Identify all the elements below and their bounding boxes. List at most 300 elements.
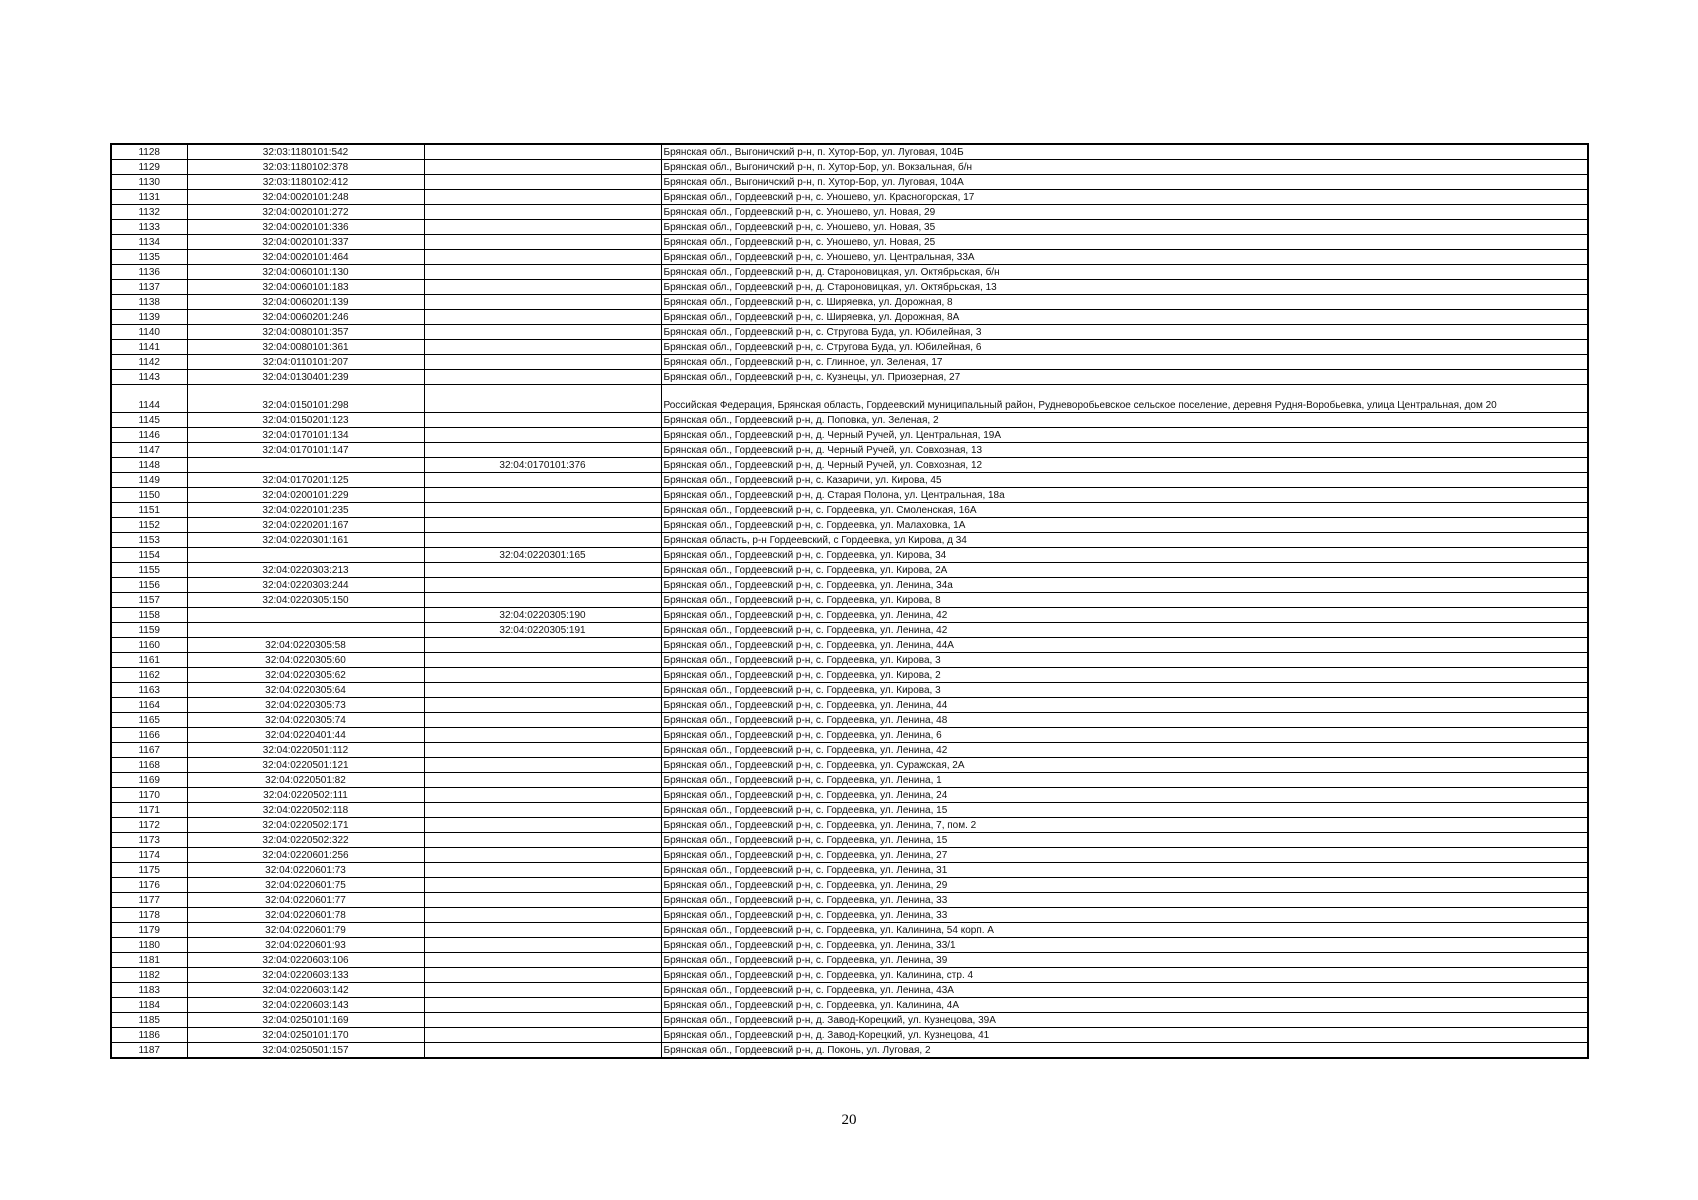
address-cell: Брянская обл., Гордеевский р-н, с. Гордеевка, ул. Ленина, 7, пом. 2 xyxy=(661,818,1588,833)
cadastral-number-alt-cell xyxy=(424,758,661,773)
address-cell: Брянская обл., Гордеевский р-н, д. Черный Ручей, ул. Совхозная, 13 xyxy=(661,443,1588,458)
table-row xyxy=(111,265,1588,280)
row-number-cell: 1130 xyxy=(111,175,187,190)
row-number-cell: 1160 xyxy=(111,638,187,653)
table-row xyxy=(111,503,1588,518)
cadastral-number-cell: 32:04:0170101:147 xyxy=(187,443,424,458)
cadastral-number-alt-cell xyxy=(424,443,661,458)
table-row xyxy=(111,280,1588,295)
table-row xyxy=(111,698,1588,713)
row-number-cell: 1129 xyxy=(111,160,187,175)
address-cell: Брянская обл., Гордеевский р-н, с. Гордеевка, ул. Ленина, 42 xyxy=(661,608,1588,623)
row-number-cell: 1183 xyxy=(111,983,187,998)
registry-table-body xyxy=(111,144,1588,1058)
cadastral-number-alt-cell xyxy=(424,235,661,250)
row-number-cell: 1179 xyxy=(111,923,187,938)
address-cell: Брянская обл., Гордеевский р-н, д. Завод-Корецкий, ул. Кузнецова, 39А xyxy=(661,1013,1588,1028)
row-number-cell: 1158 xyxy=(111,608,187,623)
table-row xyxy=(111,1043,1588,1059)
row-number-cell: 1159 xyxy=(111,623,187,638)
cadastral-number-alt-cell xyxy=(424,833,661,848)
cadastral-number-alt-cell xyxy=(424,803,661,818)
address-cell: Брянская обл., Гордеевский р-н, с. Гордеевка, ул. Кирова, 2А xyxy=(661,563,1588,578)
table-row xyxy=(111,893,1588,908)
row-number-cell: 1170 xyxy=(111,788,187,803)
table-row xyxy=(111,743,1588,758)
row-number-cell: 1155 xyxy=(111,563,187,578)
cadastral-number-cell: 32:04:0130401:239 xyxy=(187,370,424,385)
cadastral-number-alt-cell xyxy=(424,773,661,788)
table-row xyxy=(111,803,1588,818)
row-number-cell: 1187 xyxy=(111,1043,187,1059)
cadastral-number-alt-cell xyxy=(424,428,661,443)
address-cell: Брянская обл., Гордеевский р-н, с. Гордеевка, ул. Кирова, 34 xyxy=(661,548,1588,563)
table-row xyxy=(111,428,1588,443)
cadastral-number-alt-cell xyxy=(424,295,661,310)
cadastral-number-cell: 32:04:0020101:248 xyxy=(187,190,424,205)
address-cell: Брянская обл., Гордеевский р-н, с. Ширяевка, ул. Дорожная, 8А xyxy=(661,310,1588,325)
cadastral-number-alt-cell xyxy=(424,668,661,683)
cadastral-number-cell: 32:04:0220101:235 xyxy=(187,503,424,518)
table-row xyxy=(111,325,1588,340)
row-number-cell: 1178 xyxy=(111,908,187,923)
cadastral-number-alt-cell xyxy=(424,175,661,190)
cadastral-number-alt-cell xyxy=(424,578,661,593)
address-cell: Брянская обл., Гордеевский р-н, с. Гордеевка, ул. Кирова, 2 xyxy=(661,668,1588,683)
address-cell: Брянская обл., Гордеевский р-н, с. Гордеевка, ул. Кирова, 8 xyxy=(661,593,1588,608)
table-row xyxy=(111,788,1588,803)
page-number: 20 xyxy=(841,1112,857,1128)
cadastral-number-cell: 32:04:0220603:133 xyxy=(187,968,424,983)
table-row xyxy=(111,728,1588,743)
row-number-cell: 1185 xyxy=(111,1013,187,1028)
cadastral-number-alt-cell xyxy=(424,683,661,698)
cadastral-number-alt-cell xyxy=(424,160,661,175)
cadastral-number-alt-cell xyxy=(424,280,661,295)
table-row xyxy=(111,533,1588,548)
address-cell: Брянская обл., Гордеевский р-н, с. Гордеевка, ул. Ленина, 27 xyxy=(661,848,1588,863)
row-number-cell: 1169 xyxy=(111,773,187,788)
address-cell: Брянская обл., Гордеевский р-н, с. Гордеевка, ул. Ленина, 31 xyxy=(661,863,1588,878)
cadastral-number-cell: 32:04:0060201:246 xyxy=(187,310,424,325)
cadastral-number-cell: 32:04:0250101:169 xyxy=(187,1013,424,1028)
cadastral-number-cell: 32:04:0060201:139 xyxy=(187,295,424,310)
address-cell: Брянская обл., Гордеевский р-н, с. Гордеевка, ул. Кирова, 3 xyxy=(661,683,1588,698)
row-number-cell: 1139 xyxy=(111,310,187,325)
address-cell: Брянская обл., Гордеевский р-н, д. Поконь, ул. Луговая, 2 xyxy=(661,1043,1588,1059)
registry-table xyxy=(110,143,1589,1059)
row-number-cell: 1136 xyxy=(111,265,187,280)
table-row xyxy=(111,608,1588,623)
cadastral-number-cell xyxy=(187,623,424,638)
row-number-cell: 1182 xyxy=(111,968,187,983)
cadastral-number-alt-cell xyxy=(424,713,661,728)
cadastral-number-cell xyxy=(187,458,424,473)
table-row xyxy=(111,518,1588,533)
row-number-cell: 1154 xyxy=(111,548,187,563)
cadastral-number-alt-cell xyxy=(424,1013,661,1028)
cadastral-number-alt-cell xyxy=(424,743,661,758)
cadastral-number-cell: 32:04:0220502:171 xyxy=(187,818,424,833)
cadastral-number-cell: 32:04:0200101:229 xyxy=(187,488,424,503)
cadastral-number-cell xyxy=(187,608,424,623)
table-row xyxy=(111,623,1588,638)
table-row xyxy=(111,160,1588,175)
table-row xyxy=(111,908,1588,923)
table-row xyxy=(111,668,1588,683)
row-number-cell: 1145 xyxy=(111,413,187,428)
table-row xyxy=(111,593,1588,608)
table-row xyxy=(111,355,1588,370)
address-cell: Брянская обл., Гордеевский р-н, д. Черный Ручей, ул. Совхозная, 12 xyxy=(661,458,1588,473)
row-number-cell: 1174 xyxy=(111,848,187,863)
address-cell: Российская Федерация, Брянская область, Гордеевский муниципальный район, Рудневоробьевское сельское поселение, деревня Рудня-Воробьевка, улица Центральная, дом 20 xyxy=(661,385,1588,413)
cadastral-number-cell: 32:04:0060101:183 xyxy=(187,280,424,295)
table-row xyxy=(111,458,1588,473)
row-number-cell: 1141 xyxy=(111,340,187,355)
address-cell: Брянская обл., Выгоничский р-н, п. Хутор-Бор, ул. Луговая, 104А xyxy=(661,175,1588,190)
row-number-cell: 1138 xyxy=(111,295,187,310)
table-row xyxy=(111,848,1588,863)
table-row xyxy=(111,235,1588,250)
address-cell: Брянская обл., Гордеевский р-н, с. Уношево, ул. Центральная, 33А xyxy=(661,250,1588,265)
cadastral-number-cell: 32:03:1180102:378 xyxy=(187,160,424,175)
address-cell: Брянская обл., Гордеевский р-н, с. Гордеевка, ул. Ленина, 34а xyxy=(661,578,1588,593)
row-number-cell: 1167 xyxy=(111,743,187,758)
cadastral-number-cell: 32:04:0220601:93 xyxy=(187,938,424,953)
cadastral-number-cell: 32:04:0220601:79 xyxy=(187,923,424,938)
row-number-cell: 1153 xyxy=(111,533,187,548)
cadastral-number-alt-cell xyxy=(424,848,661,863)
cadastral-number-cell: 32:04:0060101:130 xyxy=(187,265,424,280)
address-cell: Брянская обл., Гордеевский р-н, с. Глинное, ул. Зеленая, 17 xyxy=(661,355,1588,370)
cadastral-number-cell: 32:04:0220305:62 xyxy=(187,668,424,683)
cadastral-number-cell: 32:04:0220305:64 xyxy=(187,683,424,698)
cadastral-number-alt-cell xyxy=(424,205,661,220)
cadastral-number-alt-cell xyxy=(424,1043,661,1059)
address-cell: Брянская обл., Гордеевский р-н, с. Гордеевка, ул. Малаховка, 1А xyxy=(661,518,1588,533)
table-row xyxy=(111,473,1588,488)
address-cell: Брянская обл., Гордеевский р-н, д. Старая Полона, ул. Центральная, 18а xyxy=(661,488,1588,503)
address-cell: Брянская обл., Гордеевский р-н, с. Гордеевка, ул. Ленина, 24 xyxy=(661,788,1588,803)
cadastral-number-alt-cell xyxy=(424,593,661,608)
row-number-cell: 1144 xyxy=(111,385,187,413)
table-row xyxy=(111,653,1588,668)
cadastral-number-alt-cell xyxy=(424,144,661,160)
row-number-cell: 1180 xyxy=(111,938,187,953)
address-cell: Брянская обл., Гордеевский р-н, с. Гордеевка, ул. Ленина, 6 xyxy=(661,728,1588,743)
address-cell: Брянская обл., Гордеевский р-н, с. Гордеевка, ул. Смоленская, 16А xyxy=(661,503,1588,518)
address-cell: Брянская обл., Гордеевский р-н, с. Гордеевка, ул. Ленина, 33 xyxy=(661,908,1588,923)
table-row xyxy=(111,385,1588,413)
row-number-cell: 1184 xyxy=(111,998,187,1013)
cadastral-number-alt-cell xyxy=(424,518,661,533)
cadastral-number-alt-cell xyxy=(424,968,661,983)
cadastral-number-alt-cell xyxy=(424,488,661,503)
cadastral-number-cell: 32:04:0150201:123 xyxy=(187,413,424,428)
cadastral-number-cell: 32:04:0220601:78 xyxy=(187,908,424,923)
cadastral-number-alt-cell xyxy=(424,728,661,743)
cadastral-number-cell: 32:04:0220303:244 xyxy=(187,578,424,593)
cadastral-number-cell: 32:04:0220305:58 xyxy=(187,638,424,653)
table-row xyxy=(111,563,1588,578)
address-cell: Брянская обл., Гордеевский р-н, с. Кузнецы, ул. Приозерная, 27 xyxy=(661,370,1588,385)
address-cell: Брянская обл., Гордеевский р-н, с. Стругова Буда, ул. Юбилейная, 3 xyxy=(661,325,1588,340)
table-row xyxy=(111,863,1588,878)
cadastral-number-alt-cell xyxy=(424,908,661,923)
cadastral-number-alt-cell xyxy=(424,653,661,668)
table-row xyxy=(111,923,1588,938)
cadastral-number-cell: 32:04:0020101:464 xyxy=(187,250,424,265)
cadastral-number-cell: 32:04:0150101:298 xyxy=(187,385,424,413)
cadastral-number-alt-cell: 32:04:0170101:376 xyxy=(424,458,661,473)
row-number-cell: 1128 xyxy=(111,144,187,160)
row-number-cell: 1177 xyxy=(111,893,187,908)
row-number-cell: 1173 xyxy=(111,833,187,848)
table-row xyxy=(111,310,1588,325)
address-cell: Брянская обл., Гордеевский р-н, д. Черный Ручей, ул. Центральная, 19А xyxy=(661,428,1588,443)
table-row xyxy=(111,998,1588,1013)
cadastral-number-alt-cell xyxy=(424,340,661,355)
table-row xyxy=(111,983,1588,998)
cadastral-number-cell: 32:04:0220201:167 xyxy=(187,518,424,533)
cadastral-number-alt-cell xyxy=(424,1028,661,1043)
address-cell: Брянская обл., Гордеевский р-н, с. Гордеевка, ул. Ленина, 33/1 xyxy=(661,938,1588,953)
address-cell: Брянская обл., Гордеевский р-н, с. Гордеевка, ул. Ленина, 42 xyxy=(661,743,1588,758)
cadastral-number-cell: 32:04:0220501:82 xyxy=(187,773,424,788)
table-row xyxy=(111,220,1588,235)
table-row xyxy=(111,250,1588,265)
address-cell: Брянская обл., Гордеевский р-н, с. Гордеевка, ул. Ленина, 48 xyxy=(661,713,1588,728)
cadastral-number-cell: 32:04:0250501:157 xyxy=(187,1043,424,1059)
table-row xyxy=(111,638,1588,653)
cadastral-number-cell: 32:04:0220603:143 xyxy=(187,998,424,1013)
row-number-cell: 1171 xyxy=(111,803,187,818)
cadastral-number-cell: 32:04:0220502:111 xyxy=(187,788,424,803)
table-row xyxy=(111,818,1588,833)
cadastral-number-cell: 32:04:0170101:134 xyxy=(187,428,424,443)
row-number-cell: 1151 xyxy=(111,503,187,518)
row-number-cell: 1148 xyxy=(111,458,187,473)
cadastral-number-alt-cell xyxy=(424,938,661,953)
cadastral-number-cell: 32:03:1180102:412 xyxy=(187,175,424,190)
address-cell: Брянская обл., Гордеевский р-н, с. Ширяевка, ул. Дорожная, 8 xyxy=(661,295,1588,310)
cadastral-number-alt-cell: 32:04:0220305:190 xyxy=(424,608,661,623)
cadastral-number-cell: 32:04:0110101:207 xyxy=(187,355,424,370)
cadastral-number-alt-cell xyxy=(424,370,661,385)
address-cell: Брянская область, р-н Гордеевский, с Гордеевка, ул Кирова, д 34 xyxy=(661,533,1588,548)
address-cell: Брянская обл., Выгоничский р-н, п. Хутор-Бор, ул. Вокзальная, б/н xyxy=(661,160,1588,175)
row-number-cell: 1140 xyxy=(111,325,187,340)
cadastral-number-alt-cell xyxy=(424,638,661,653)
table-row xyxy=(111,370,1588,385)
cadastral-number-alt-cell xyxy=(424,220,661,235)
table-row xyxy=(111,1028,1588,1043)
table-row xyxy=(111,833,1588,848)
cadastral-number-alt-cell xyxy=(424,385,661,413)
address-cell: Брянская обл., Гордеевский р-н, с. Гордеевка, ул. Ленина, 42 xyxy=(661,623,1588,638)
cadastral-number-alt-cell xyxy=(424,533,661,548)
address-cell: Брянская обл., Гордеевский р-н, с. Гордеевка, ул. Калинина, стр. 4 xyxy=(661,968,1588,983)
row-number-cell: 1135 xyxy=(111,250,187,265)
row-number-cell: 1143 xyxy=(111,370,187,385)
cadastral-number-alt-cell xyxy=(424,893,661,908)
address-cell: Брянская обл., Выгоничский р-н, п. Хутор-Бор, ул. Луговая, 104Б xyxy=(661,144,1588,160)
row-number-cell: 1152 xyxy=(111,518,187,533)
table-row xyxy=(111,773,1588,788)
row-number-cell: 1146 xyxy=(111,428,187,443)
address-cell: Брянская обл., Гордеевский р-н, с. Уношево, ул. Новая, 29 xyxy=(661,205,1588,220)
cadastral-number-cell: 32:04:0220301:161 xyxy=(187,533,424,548)
table-row xyxy=(111,413,1588,428)
table-row xyxy=(111,713,1588,728)
address-cell: Брянская обл., Гордеевский р-н, с. Стругова Буда, ул. Юбилейная, 6 xyxy=(661,340,1588,355)
cadastral-number-cell: 32:04:0220305:74 xyxy=(187,713,424,728)
table-row xyxy=(111,443,1588,458)
row-number-cell: 1150 xyxy=(111,488,187,503)
row-number-cell: 1186 xyxy=(111,1028,187,1043)
cadastral-number-alt-cell xyxy=(424,325,661,340)
table-row xyxy=(111,175,1588,190)
row-number-cell: 1161 xyxy=(111,653,187,668)
cadastral-number-alt-cell xyxy=(424,503,661,518)
cadastral-number-alt-cell xyxy=(424,878,661,893)
cadastral-number-alt-cell xyxy=(424,563,661,578)
cadastral-number-cell: 32:04:0020101:272 xyxy=(187,205,424,220)
address-cell: Брянская обл., Гордеевский р-н, с. Гордеевка, ул. Ленина, 15 xyxy=(661,833,1588,848)
row-number-cell: 1149 xyxy=(111,473,187,488)
address-cell: Брянская обл., Гордеевский р-н, д. Завод-Корецкий, ул. Кузнецова, 41 xyxy=(661,1028,1588,1043)
row-number-cell: 1181 xyxy=(111,953,187,968)
address-cell: Брянская обл., Гордеевский р-н, с. Гордеевка, ул. Суражская, 2А xyxy=(661,758,1588,773)
row-number-cell: 1163 xyxy=(111,683,187,698)
table-row xyxy=(111,488,1588,503)
table-row xyxy=(111,1013,1588,1028)
address-cell: Брянская обл., Гордеевский р-н, д. Староновицкая, ул. Октябрьская, 13 xyxy=(661,280,1588,295)
cadastral-number-alt-cell xyxy=(424,413,661,428)
cadastral-number-cell xyxy=(187,548,424,563)
cadastral-number-cell: 32:04:0020101:336 xyxy=(187,220,424,235)
address-cell: Брянская обл., Гордеевский р-н, с. Гордеевка, ул. Ленина, 44А xyxy=(661,638,1588,653)
table-row xyxy=(111,144,1588,160)
cadastral-number-cell: 32:04:0220601:73 xyxy=(187,863,424,878)
cadastral-number-cell: 32:04:0220401:44 xyxy=(187,728,424,743)
cadastral-number-alt-cell xyxy=(424,863,661,878)
cadastral-number-cell: 32:04:0220502:118 xyxy=(187,803,424,818)
address-cell: Брянская обл., Гордеевский р-н, с. Гордеевка, ул. Калинина, 4А xyxy=(661,998,1588,1013)
cadastral-number-cell: 32:04:0080101:361 xyxy=(187,340,424,355)
address-cell: Брянская обл., Гордеевский р-н, с. Уношево, ул. Красногорская, 17 xyxy=(661,190,1588,205)
table-row xyxy=(111,758,1588,773)
address-cell: Брянская обл., Гордеевский р-н, с. Уношево, ул. Новая, 35 xyxy=(661,220,1588,235)
row-number-cell: 1165 xyxy=(111,713,187,728)
cadastral-number-alt-cell xyxy=(424,265,661,280)
cadastral-number-alt-cell xyxy=(424,818,661,833)
cadastral-number-alt-cell xyxy=(424,923,661,938)
row-number-cell: 1176 xyxy=(111,878,187,893)
address-cell: Брянская обл., Гордеевский р-н, д. Поповка, ул. Зеленая, 2 xyxy=(661,413,1588,428)
cadastral-number-cell: 32:04:0250101:170 xyxy=(187,1028,424,1043)
address-cell: Брянская обл., Гордеевский р-н, с. Гордеевка, ул. Кирова, 3 xyxy=(661,653,1588,668)
table-row xyxy=(111,878,1588,893)
cadastral-number-alt-cell xyxy=(424,250,661,265)
cadastral-number-cell: 32:04:0220601:256 xyxy=(187,848,424,863)
cadastral-number-alt-cell xyxy=(424,190,661,205)
cadastral-number-cell: 32:04:0220501:112 xyxy=(187,743,424,758)
cadastral-number-alt-cell xyxy=(424,698,661,713)
table-row xyxy=(111,190,1588,205)
cadastral-number-cell: 32:04:0220305:150 xyxy=(187,593,424,608)
address-cell: Брянская обл., Гордеевский р-н, с. Гордеевка, ул. Ленина, 15 xyxy=(661,803,1588,818)
cadastral-number-cell: 32:04:0220305:73 xyxy=(187,698,424,713)
row-number-cell: 1166 xyxy=(111,728,187,743)
address-cell: Брянская обл., Гордеевский р-н, с. Гордеевка, ул. Ленина, 44 xyxy=(661,698,1588,713)
address-cell: Брянская обл., Гордеевский р-н, с. Гордеевка, ул. Калинина, 54 корп. А xyxy=(661,923,1588,938)
address-cell: Брянская обл., Гордеевский р-н, с. Казаричи, ул. Кирова, 45 xyxy=(661,473,1588,488)
row-number-cell: 1168 xyxy=(111,758,187,773)
cadastral-number-cell: 32:04:0020101:337 xyxy=(187,235,424,250)
table-row xyxy=(111,205,1588,220)
row-number-cell: 1175 xyxy=(111,863,187,878)
address-cell: Брянская обл., Гордеевский р-н, с. Гордеевка, ул. Ленина, 39 xyxy=(661,953,1588,968)
cadastral-number-alt-cell xyxy=(424,473,661,488)
cadastral-number-cell: 32:04:0170201:125 xyxy=(187,473,424,488)
table-row xyxy=(111,340,1588,355)
cadastral-number-alt-cell xyxy=(424,983,661,998)
row-number-cell: 1142 xyxy=(111,355,187,370)
row-number-cell: 1137 xyxy=(111,280,187,295)
address-cell: Брянская обл., Гордеевский р-н, с. Гордеевка, ул. Ленина, 29 xyxy=(661,878,1588,893)
cadastral-number-cell: 32:04:0220601:75 xyxy=(187,878,424,893)
address-cell: Брянская обл., Гордеевский р-н, с. Гордеевка, ул. Ленина, 1 xyxy=(661,773,1588,788)
table-row xyxy=(111,683,1588,698)
table-row xyxy=(111,938,1588,953)
row-number-cell: 1172 xyxy=(111,818,187,833)
address-cell: Брянская обл., Гордеевский р-н, с. Гордеевка, ул. Ленина, 43А xyxy=(661,983,1588,998)
cadastral-number-alt-cell: 32:04:0220301:165 xyxy=(424,548,661,563)
address-cell: Брянская обл., Гордеевский р-н, д. Староновицкая, ул. Октябрьская, б/н xyxy=(661,265,1588,280)
cadastral-number-alt-cell xyxy=(424,788,661,803)
cadastral-number-cell: 32:04:0220303:213 xyxy=(187,563,424,578)
cadastral-number-cell: 32:04:0220501:121 xyxy=(187,758,424,773)
address-cell: Брянская обл., Гордеевский р-н, с. Гордеевка, ул. Ленина, 33 xyxy=(661,893,1588,908)
row-number-cell: 1157 xyxy=(111,593,187,608)
row-number-cell: 1164 xyxy=(111,698,187,713)
row-number-cell: 1156 xyxy=(111,578,187,593)
table-row xyxy=(111,548,1588,563)
cadastral-number-alt-cell xyxy=(424,998,661,1013)
table-row xyxy=(111,295,1588,310)
row-number-cell: 1147 xyxy=(111,443,187,458)
cadastral-number-cell: 32:04:0220601:77 xyxy=(187,893,424,908)
row-number-cell: 1131 xyxy=(111,190,187,205)
cadastral-number-cell: 32:04:0220603:142 xyxy=(187,983,424,998)
cadastral-number-alt-cell xyxy=(424,953,661,968)
cadastral-number-cell: 32:04:0080101:357 xyxy=(187,325,424,340)
cadastral-number-cell: 32:03:1180101:542 xyxy=(187,144,424,160)
row-number-cell: 1134 xyxy=(111,235,187,250)
row-number-cell: 1133 xyxy=(111,220,187,235)
cadastral-number-cell: 32:04:0220305:60 xyxy=(187,653,424,668)
row-number-cell: 1132 xyxy=(111,205,187,220)
table-row xyxy=(111,578,1588,593)
cadastral-number-alt-cell xyxy=(424,310,661,325)
cadastral-number-cell: 32:04:0220603:106 xyxy=(187,953,424,968)
cadastral-number-alt-cell: 32:04:0220305:191 xyxy=(424,623,661,638)
row-number-cell: 1162 xyxy=(111,668,187,683)
cadastral-number-alt-cell xyxy=(424,355,661,370)
address-cell: Брянская обл., Гордеевский р-н, с. Уношево, ул. Новая, 25 xyxy=(661,235,1588,250)
